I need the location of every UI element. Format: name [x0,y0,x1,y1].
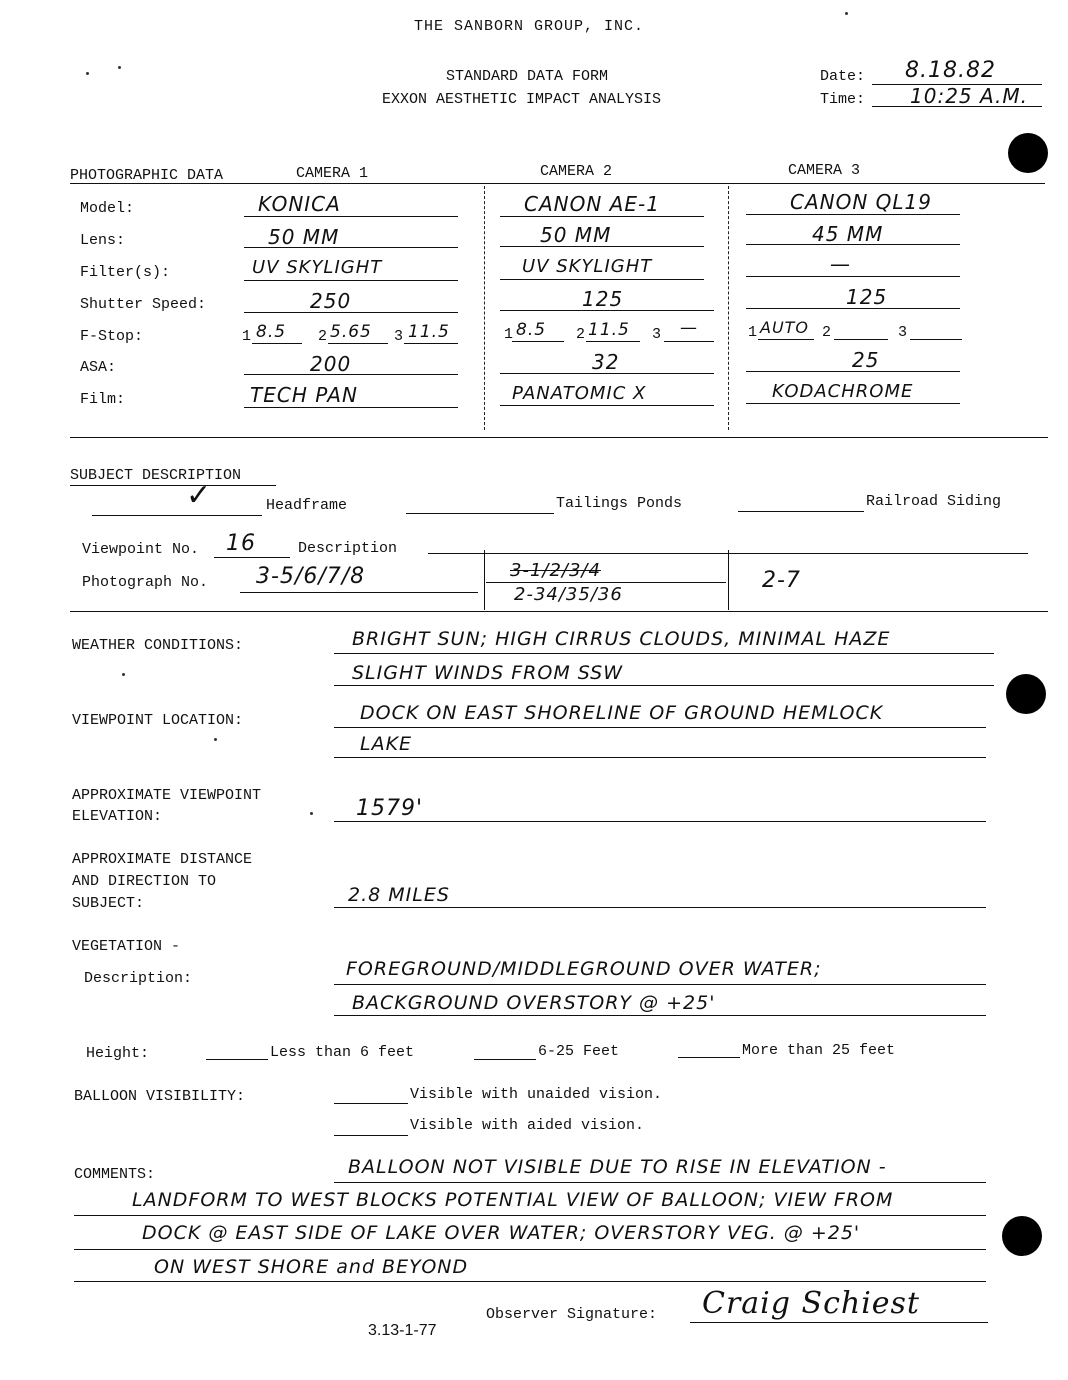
underline [334,821,986,822]
camera-2-header: CAMERA 2 [540,163,613,180]
fstop-cam1-v3: 11.5 [408,322,450,342]
comments-label: COMMENTS: [74,1166,156,1183]
filter-cam1: UV SKYLIGHT [252,257,383,278]
underline [240,592,478,593]
date-value: 8.18.82 [905,58,996,83]
photograph-no-cam2-struck: 3-1/2/3/4 [510,560,601,581]
underline [334,984,986,985]
filter-cam3: — [830,252,851,276]
vegetation-description-label: Description: [84,970,193,987]
height-option-more-25: More than 25 feet [742,1042,896,1059]
underline [746,214,960,215]
photographic-data-label: PHOTOGRAPHIC DATA [70,167,224,184]
observer-signature-label: Observer Signature: [486,1306,658,1323]
underline [214,557,290,558]
speck [118,66,121,69]
viewpoint-location-label: VIEWPOINT LOCATION: [72,712,244,729]
form-title: STANDARD DATA FORM [446,68,609,85]
company-name: THE SANBORN GROUP, INC. [414,18,645,35]
film-label: Film: [80,391,126,408]
underline [334,1182,986,1183]
underline [244,216,458,217]
underline [486,582,726,583]
comments-line-1: BALLOON NOT VISIBLE DUE TO RISE IN ELEVATION - [348,1156,887,1178]
distance-label-2: AND DIRECTION TO [72,873,217,890]
fstop-cam2-v2: 11.5 [588,320,630,340]
fstop-cam1-n2: 2 [318,328,328,345]
time-value: 10:25 A.M. [910,84,1029,108]
underline [328,343,388,344]
speck [310,812,313,815]
underline [334,907,986,908]
distance-label-3: SUBJECT: [72,895,145,912]
weather-line-2: SLIGHT WINDS FROM SSW [352,662,623,684]
checkmark-icon: ✓ [186,478,212,513]
balloon-unaided-option: Visible with unaided vision. [410,1086,663,1103]
filter-cam2: UV SKYLIGHT [522,256,653,277]
film-cam1: TECH PAN [250,383,358,407]
underline [74,1215,986,1216]
fstop-cam2-n3: 3 [652,326,662,343]
underline [500,405,714,406]
height-label: Height: [86,1045,150,1062]
underline [334,653,994,654]
underline [334,685,994,686]
time-label: Time: [820,91,866,108]
description-label: Description [298,540,398,557]
form-subtitle: EXXON AESTHETIC IMPACT ANALYSIS [382,91,662,108]
underline [244,312,458,313]
underline [500,310,714,311]
underline [746,371,960,372]
underline [92,515,262,516]
underline [244,280,458,281]
form-number: 3.13-1-77 [368,1322,437,1339]
asa-cam3: 25 [852,348,880,372]
underline [758,339,814,340]
fstop-cam3-n1: 1 [748,324,758,341]
underline [244,407,458,408]
photograph-no-cam1: 3-5/6/7/8 [256,564,366,589]
underline [678,1057,740,1058]
camera-1-header: CAMERA 1 [296,165,369,182]
fstop-cam2-v3: — [680,318,698,338]
balloon-aided-option: Visible with aided vision. [410,1117,645,1134]
speck [214,738,217,741]
underline [512,341,564,342]
camera-3-header: CAMERA 3 [788,162,861,179]
column-divider [484,186,485,430]
fstop-cam3-n2: 2 [822,324,832,341]
underline [746,403,960,404]
signature-underline [690,1322,988,1323]
underline [746,308,960,309]
fstop-cam1-v1: 8.5 [256,322,287,342]
underline [334,1135,408,1136]
location-line-2: LAKE [360,733,413,755]
shutter-label: Shutter Speed: [80,296,207,313]
observer-signature: Craig Schiest [702,1286,920,1321]
film-cam2: PANATOMIC X [512,383,647,404]
underline [334,757,986,758]
film-cam3: KODACHROME [772,381,914,402]
underline [244,247,458,248]
underline [252,343,302,344]
underline [738,511,864,512]
underline [244,374,458,375]
fstop-cam1-n3: 3 [394,328,404,345]
model-cam1: KONICA [258,192,341,216]
height-option-less-6: Less than 6 feet [270,1044,415,1061]
model-cam3: CANON QL19 [790,190,933,214]
fstop-cam3-n3: 3 [898,324,908,341]
comments-line-4: ON WEST SHORE and BEYOND [154,1256,469,1278]
lens-label: Lens: [80,232,126,249]
column-divider [728,550,729,610]
asa-cam2: 32 [592,350,620,374]
vegetation-line-2: BACKGROUND OVERSTORY @ +25' [352,992,716,1014]
speck [86,72,89,75]
underline [500,279,704,280]
tailings-ponds-option: Tailings Ponds [556,495,683,512]
underline [206,1059,268,1060]
filter-label: Filter(s): [80,264,171,281]
fstop-cam1-n1: 1 [242,328,252,345]
subject-description-label: SUBJECT DESCRIPTION [70,467,242,484]
underline [334,1103,408,1104]
underline [334,1015,986,1016]
camera-header-rule [70,183,1045,184]
weather-line-1: BRIGHT SUN; HIGH CIRRUS CLOUDS, MINIMAL HAZE [352,628,891,650]
shutter-cam3: 125 [846,285,888,309]
section-rule [70,611,1048,612]
model-label: Model: [80,200,135,217]
lens-cam1: 50 MM [268,225,340,249]
distance-label-1: APPROXIMATE DISTANCE [72,851,253,868]
underline [70,485,276,486]
date-label: Date: [820,68,866,85]
photograph-no-cam3: 2-7 [762,568,801,593]
speck [122,673,125,676]
model-cam2: CANON AE-1 [524,192,660,216]
railroad-siding-option: Railroad Siding [866,493,1002,510]
underline [334,727,986,728]
comments-line-3: DOCK @ EAST SIDE OF LAKE OVER WATER; OVERSTORY VEG. @ +25' [142,1222,861,1244]
underline [500,373,714,374]
comments-line-2: LANDFORM TO WEST BLOCKS POTENTIAL VIEW OF BALLOON; VIEW FROM [132,1189,894,1211]
underline [500,216,704,217]
fstop-cam2-n2: 2 [576,326,586,343]
underline [404,343,458,344]
elevation-label-1: APPROXIMATE VIEWPOINT [72,787,262,804]
punch-hole [1006,674,1046,714]
headframe-option: Headframe [266,497,348,514]
fstop-label: F-Stop: [80,328,144,345]
asa-label: ASA: [80,359,117,376]
weather-conditions-label: WEATHER CONDITIONS: [72,637,244,654]
distance-value: 2.8 MILES [348,884,450,906]
height-option-6-25: 6-25 Feet [538,1043,620,1060]
time-underline [872,106,1042,107]
shutter-cam2: 125 [582,287,624,311]
section-rule [70,437,1048,438]
fstop-cam2-v1: 8.5 [516,320,547,340]
column-divider [728,186,729,430]
underline [500,246,704,247]
viewpoint-no-value: 16 [226,531,256,556]
fstop-cam3-v1: AUTO [760,318,810,337]
punch-hole [1002,1216,1042,1256]
photograph-no-cam2: 2-34/35/36 [514,584,623,605]
underline [664,341,714,342]
photograph-no-label: Photograph No. [82,574,209,591]
underline [746,276,960,277]
elevation-label-2: ELEVATION: [72,808,163,825]
asa-cam1: 200 [310,352,352,376]
underline [910,339,962,340]
punch-hole [1008,133,1048,173]
lens-cam3: 45 MM [812,222,884,246]
location-line-1: DOCK ON EAST SHORELINE OF GROUND HEMLOCK [360,702,884,724]
elevation-value: 1579' [356,796,424,821]
vegetation-label: VEGETATION - [72,938,181,955]
viewpoint-no-label: Viewpoint No. [82,541,200,558]
underline [74,1281,986,1282]
underline [474,1059,536,1060]
vegetation-line-1: FOREGROUND/MIDDLEGROUND OVER WATER; [346,958,822,980]
underline [74,1249,986,1250]
underline [586,341,640,342]
speck [845,12,848,15]
underline [746,244,960,245]
fstop-cam2-n1: 1 [504,326,514,343]
underline [406,513,554,514]
shutter-cam1: 250 [310,289,352,313]
balloon-visibility-label: BALLOON VISIBILITY: [74,1088,246,1105]
column-divider [484,550,485,610]
lens-cam2: 50 MM [540,223,612,247]
fstop-cam1-v2: 5.65 [330,322,372,342]
underline [834,339,888,340]
